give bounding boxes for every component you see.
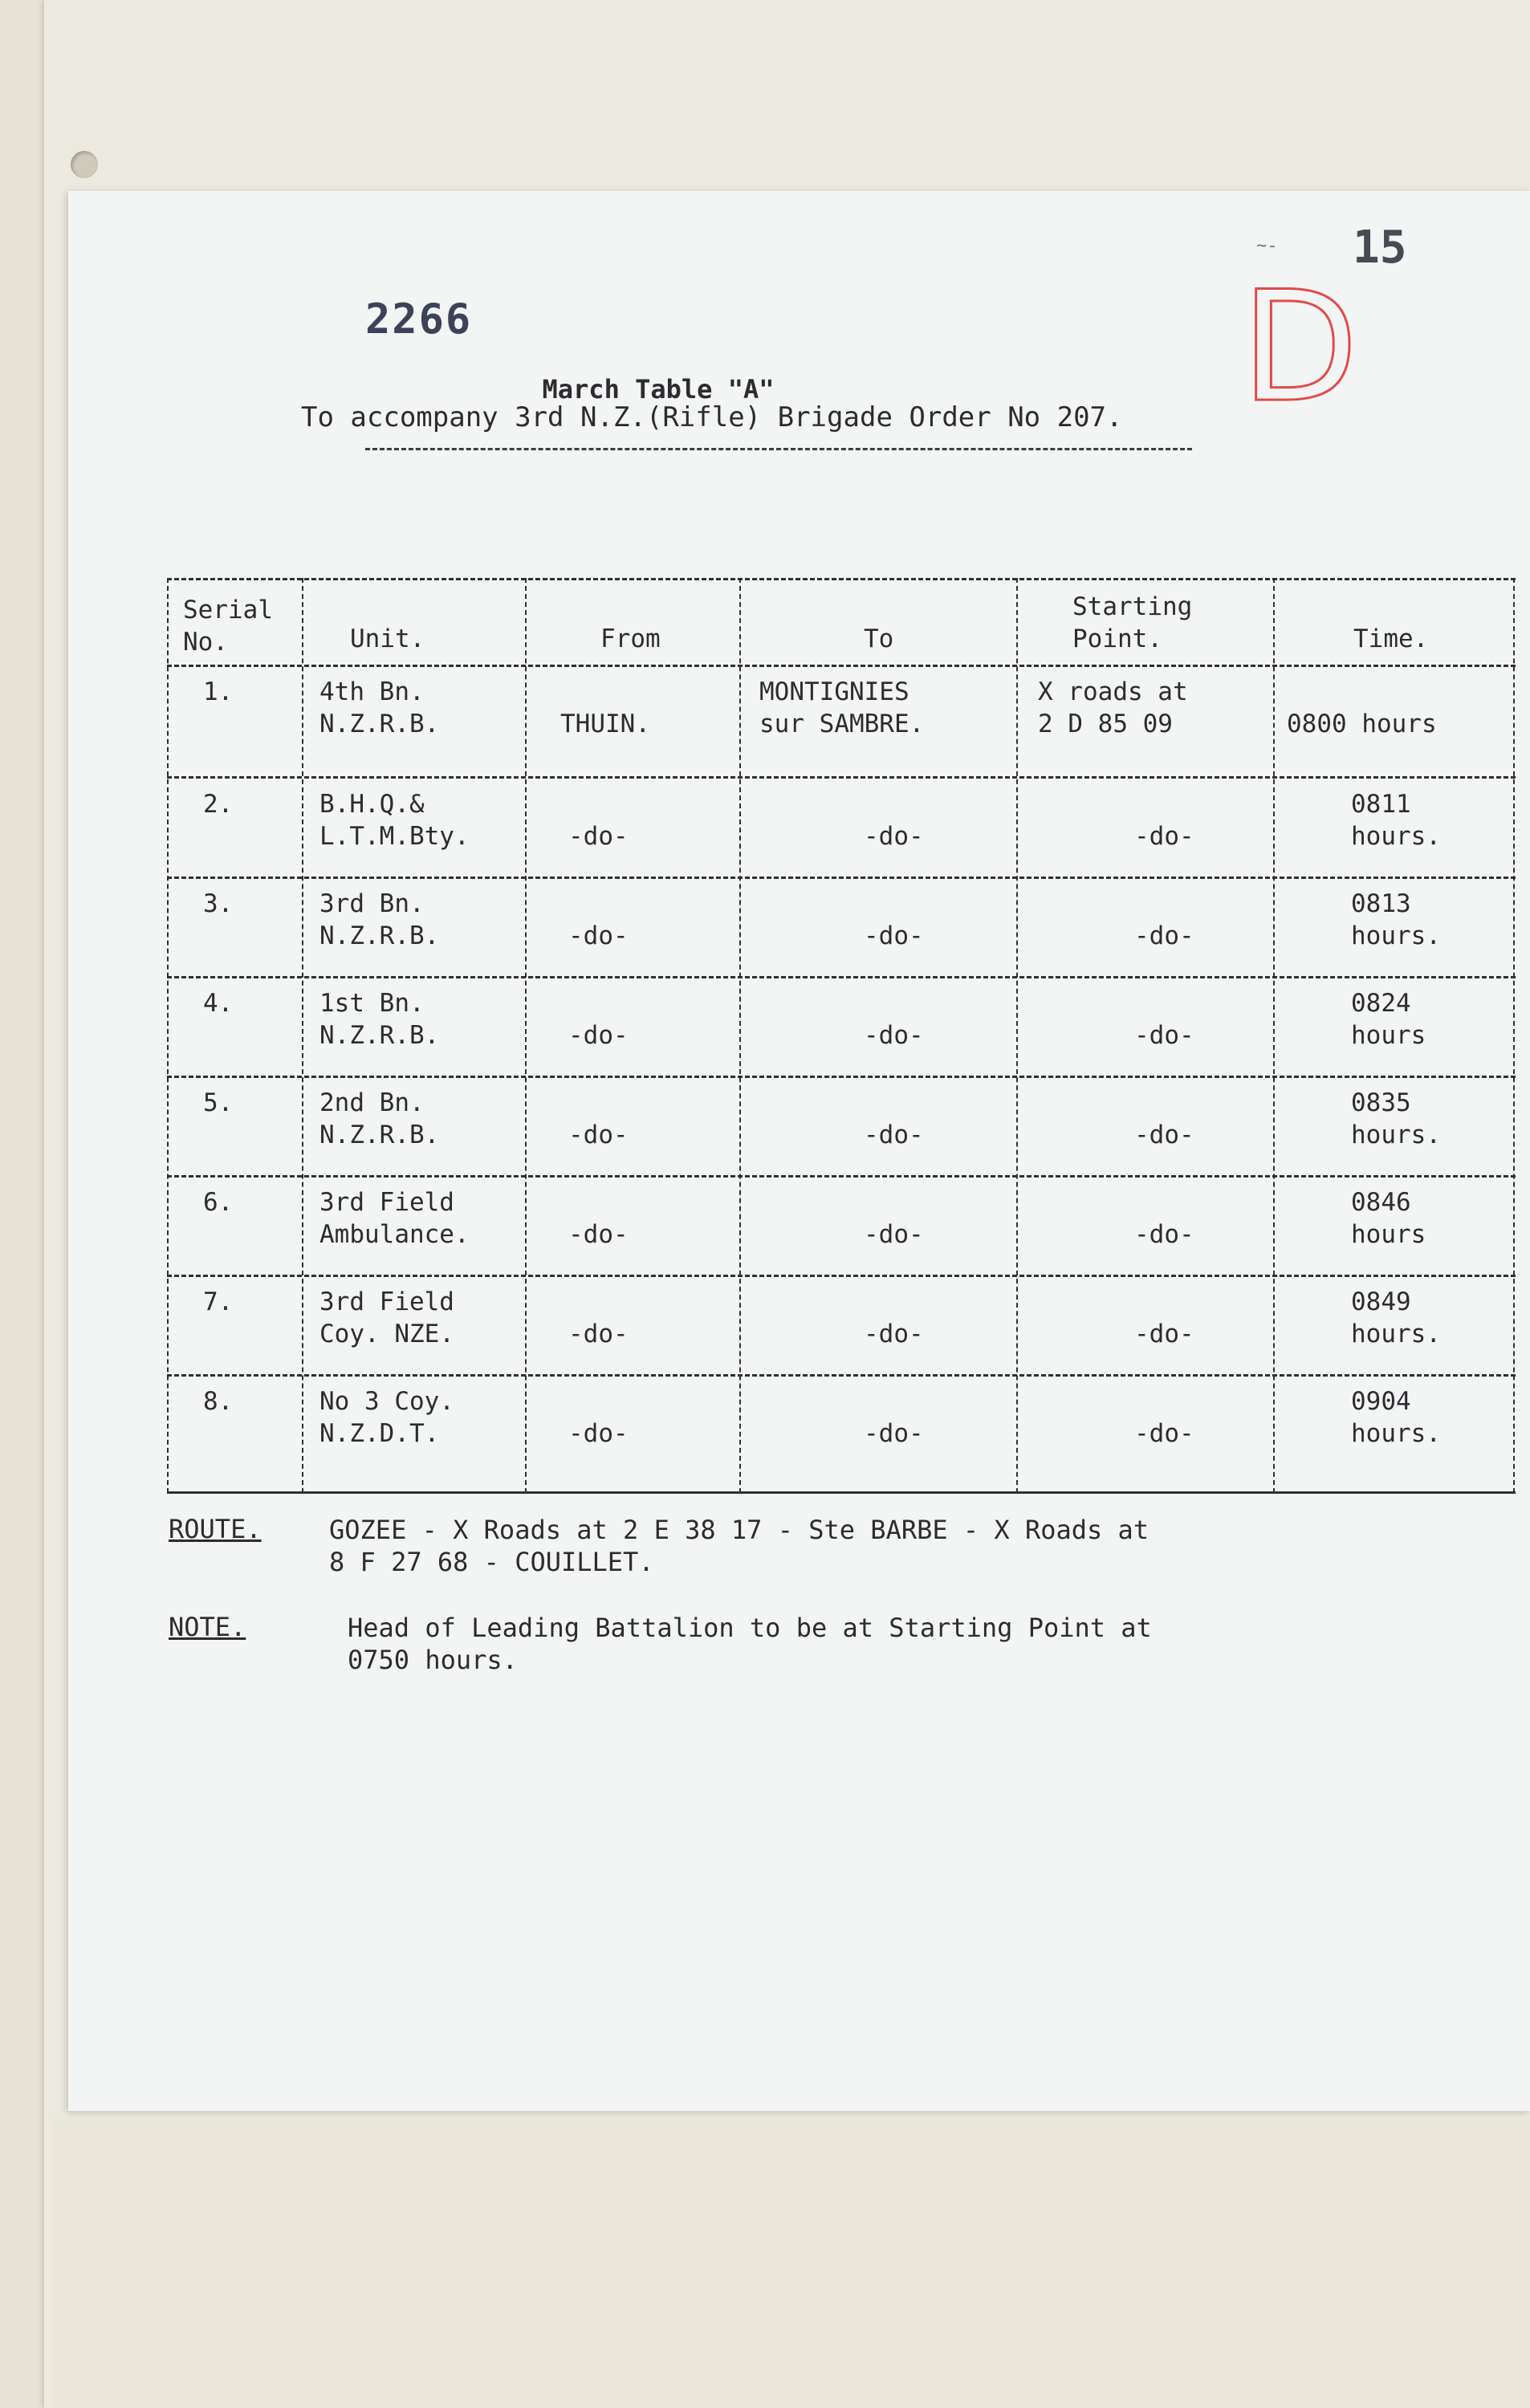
cell-unit: 3rd Bn. N.Z.R.B. xyxy=(319,889,440,950)
header-serial: Serial No. xyxy=(183,596,273,657)
cell-from: -do- xyxy=(568,1419,629,1448)
row-divider xyxy=(167,1374,1516,1377)
cell-time: 0846 hours xyxy=(1351,1188,1426,1249)
table-header-divider xyxy=(167,665,1516,667)
cell-from: -do- xyxy=(568,1021,629,1050)
cell-start: -do- xyxy=(1134,1121,1194,1149)
document-page xyxy=(68,191,1530,2111)
col-line xyxy=(739,578,741,1493)
cell-from: -do- xyxy=(568,1220,629,1249)
row-divider xyxy=(167,976,1516,978)
row-divider xyxy=(167,776,1516,779)
page-subtitle: To accompany 3rd N.Z.(Rifle) Brigade Order No 207. xyxy=(301,401,1123,433)
cell-time: 0813 hours. xyxy=(1351,889,1441,950)
cell-unit: No 3 Coy. N.Z.D.T. xyxy=(319,1387,454,1448)
cell-serial: 1. xyxy=(203,677,234,706)
cell-start: -do- xyxy=(1134,1320,1194,1348)
note-label: NOTE. xyxy=(169,1612,246,1642)
cell-start: -do- xyxy=(1134,822,1194,851)
cell-unit: 3rd Field Ambulance. xyxy=(319,1188,470,1249)
document-number: 2266 xyxy=(365,295,473,344)
cell-serial: 4. xyxy=(203,989,234,1018)
cell-to: -do- xyxy=(864,1320,924,1348)
row-divider xyxy=(167,1076,1516,1078)
row-divider xyxy=(167,877,1516,879)
route-text: GOZEE - X Roads at 2 E 38 17 - Ste BARBE - X Roads at 8 F 27 68 - COUILLET. xyxy=(329,1515,1150,1577)
cell-serial: 8. xyxy=(203,1387,234,1416)
red-mark-letter: D xyxy=(1241,258,1359,436)
cell-time: 0811 hours. xyxy=(1351,790,1441,851)
page-number: 15 xyxy=(1353,222,1407,274)
cell-serial: 7. xyxy=(203,1287,234,1316)
route-label: ROUTE. xyxy=(169,1514,262,1544)
col-line xyxy=(302,578,303,1493)
march-table xyxy=(167,578,1516,1493)
cell-start: -do- xyxy=(1134,1021,1194,1050)
cell-start: -do- xyxy=(1134,1220,1194,1249)
header-from: From xyxy=(600,624,661,653)
cell-serial: 2. xyxy=(203,790,234,819)
col-line xyxy=(167,578,169,1493)
cell-to: -do- xyxy=(864,921,924,950)
cell-from: -do- xyxy=(568,1320,629,1348)
cell-serial: 3. xyxy=(203,889,234,918)
cell-to: -do- xyxy=(864,822,924,851)
header-unit: Unit. xyxy=(350,624,425,653)
cell-time: 0849 hours. xyxy=(1351,1287,1441,1348)
cell-from: -do- xyxy=(568,1121,629,1149)
col-line xyxy=(1513,578,1515,1493)
cell-from: -do- xyxy=(568,921,629,950)
cell-start: X roads at 2 D 85 09 xyxy=(1038,677,1188,738)
cell-to: -do- xyxy=(864,1220,924,1249)
red-pencil-d-mark xyxy=(1236,258,1359,436)
table-border-bottom xyxy=(167,1491,1516,1494)
col-line xyxy=(525,578,527,1493)
lower-sheet xyxy=(52,2119,1530,2408)
page-title: March Table "A" xyxy=(542,374,775,405)
cell-start: -do- xyxy=(1134,921,1194,950)
cell-to: MONTIGNIES sur SAMBRE. xyxy=(759,677,925,738)
cell-time: 0824 hours xyxy=(1351,989,1426,1050)
header-time: Time. xyxy=(1353,624,1429,653)
header-starting-point: Starting Point. xyxy=(1072,592,1193,653)
page-number-prefix: ~- xyxy=(1256,236,1278,256)
header-to: To xyxy=(864,624,894,653)
cell-serial: 6. xyxy=(203,1188,234,1217)
table-border-top xyxy=(167,578,1516,580)
col-line xyxy=(1016,578,1018,1493)
title-underline xyxy=(365,448,1192,450)
cell-from: THUIN. xyxy=(560,710,650,738)
cell-from: -do- xyxy=(568,822,629,851)
cell-unit: 3rd Field Coy. NZE. xyxy=(319,1287,454,1348)
cell-time: 0800 hours xyxy=(1287,710,1437,738)
cell-to: -do- xyxy=(864,1021,924,1050)
cell-unit: 1st Bn. N.Z.R.B. xyxy=(319,989,440,1050)
cell-unit: 4th Bn. N.Z.R.B. xyxy=(319,677,440,738)
cell-to: -do- xyxy=(864,1419,924,1448)
cell-unit: B.H.Q.& L.T.M.Bty. xyxy=(319,790,470,851)
cell-unit: 2nd Bn. N.Z.R.B. xyxy=(319,1088,440,1149)
cell-time: 0835 hours. xyxy=(1351,1088,1441,1149)
note-text: Head of Leading Battalion to be at Starting Point at 0750 hours. xyxy=(348,1613,1152,1675)
cell-to: -do- xyxy=(864,1121,924,1149)
cell-serial: 5. xyxy=(203,1088,234,1117)
row-divider xyxy=(167,1175,1516,1178)
punch-hole xyxy=(71,151,98,178)
cell-time: 0904 hours. xyxy=(1351,1387,1441,1448)
col-line xyxy=(1273,578,1275,1493)
row-divider xyxy=(167,1275,1516,1277)
cell-start: -do- xyxy=(1134,1419,1194,1448)
